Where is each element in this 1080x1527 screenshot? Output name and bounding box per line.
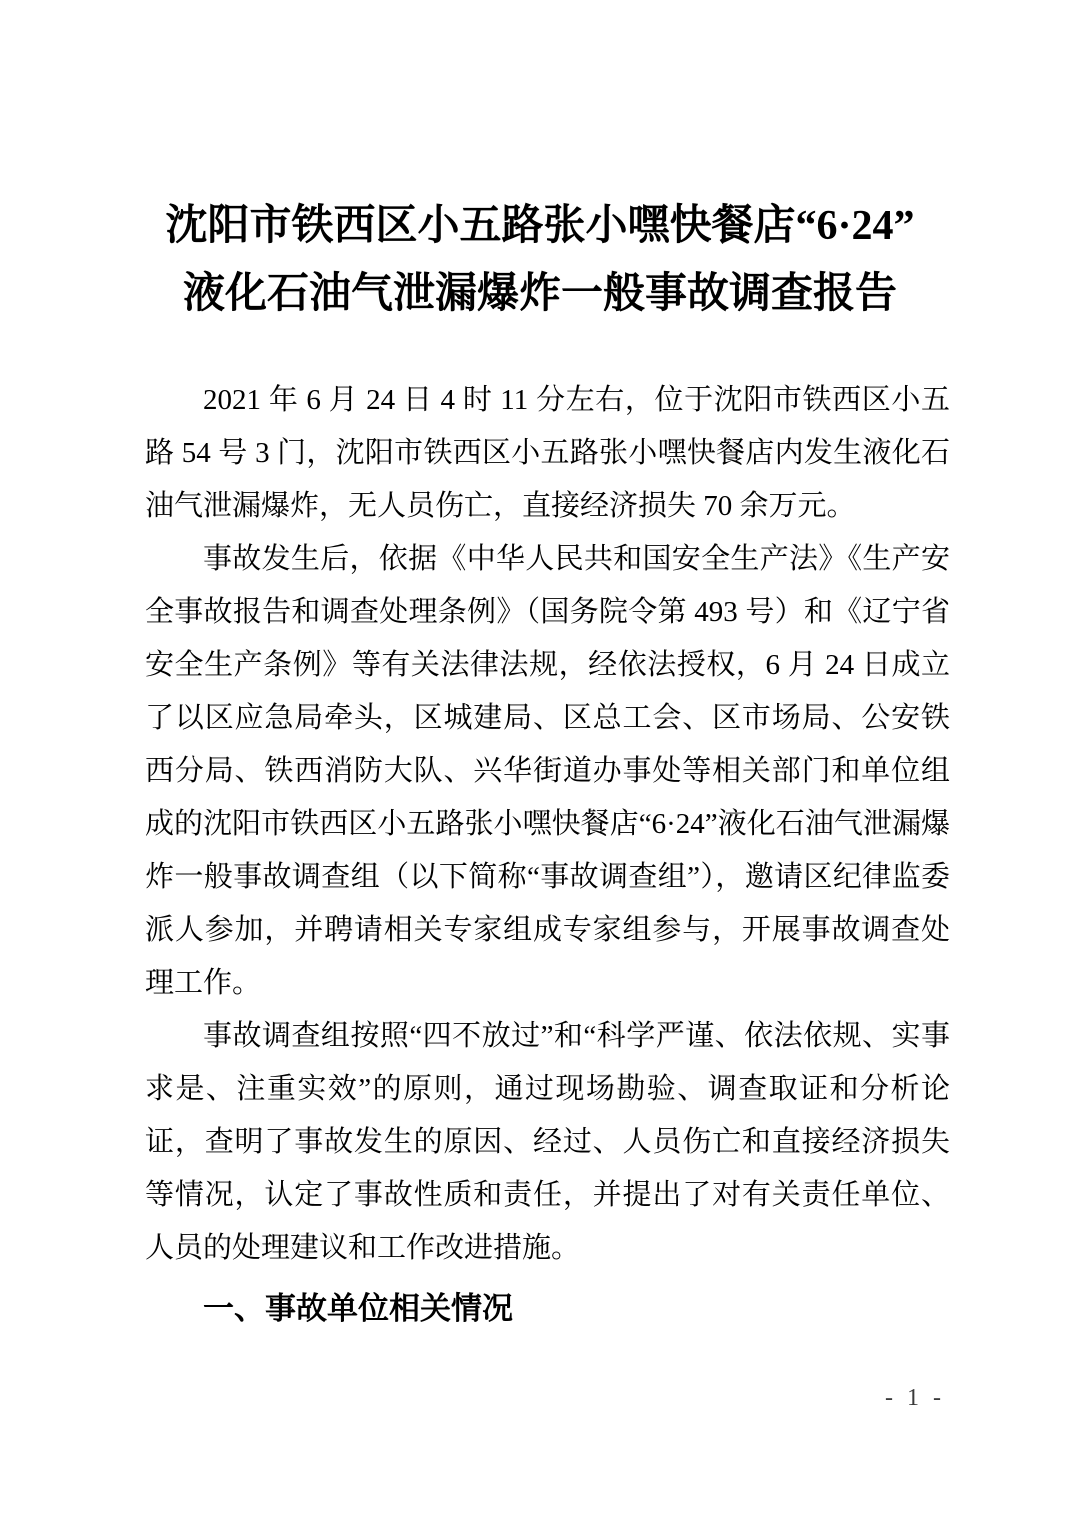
paragraph-investigation-setup: 事故发生后，依据《中华人民共和国安全生产法》《生产安全事故报告和调查处理条例》（国务院令第 493 号）和《辽宁省安全生产条例》等有关法律法规，经依法授权，6 月 24 日成立了以区应急局牵头，区城建局、区总工会、区市场局、公安铁西分局、铁西消防大队、兴华街道办事处等相关部门和单位组成的沈阳市铁西区小五路张小嘿快餐店“6·24”液化石油气泄漏爆炸一般事故调查组（以下简称“事故调查组”），邀请区纪律监委派人参加，并聘请相关专家组成专家组参与，开展事故调查处理工作。 [145,543,950,999]
paragraph-investigation-principles: 事故调查组按照“四不放过”和“科学严谨、依法依规、实事求是、注重实效”的原则，通过现场勘验、调查取证和分析论证，查明了事故发生的原因、经过、人员伤亡和直接经济损失等情况，认定了事故性质和责任，并提出了对有关责任单位、人员的处理建议和工作改进措施。 [145,1020,950,1264]
report-title [0,0,1080,328]
page-number: - 1 - [885,1385,945,1411]
report-body [0,374,1080,1275]
report-title-line-2: 液化石油气泄漏爆炸一般事故调查报告 [182,271,897,317]
paragraph-incident-summary: 2021 年 6 月 24 日 4 时 11 分左右，位于沈阳市铁西区小五路 54 号 3 门，沈阳市铁西区小五路张小嘿快餐店内发生液化石油气泄漏爆炸，无人员伤亡，直接经济损失 70 余万元。 [145,384,950,522]
report-title-line-1: 沈阳市铁西区小五路张小嘿快餐店“6·24” [165,203,915,249]
section-heading-unit-info: 一、事故单位相关情况 [203,1291,513,1327]
